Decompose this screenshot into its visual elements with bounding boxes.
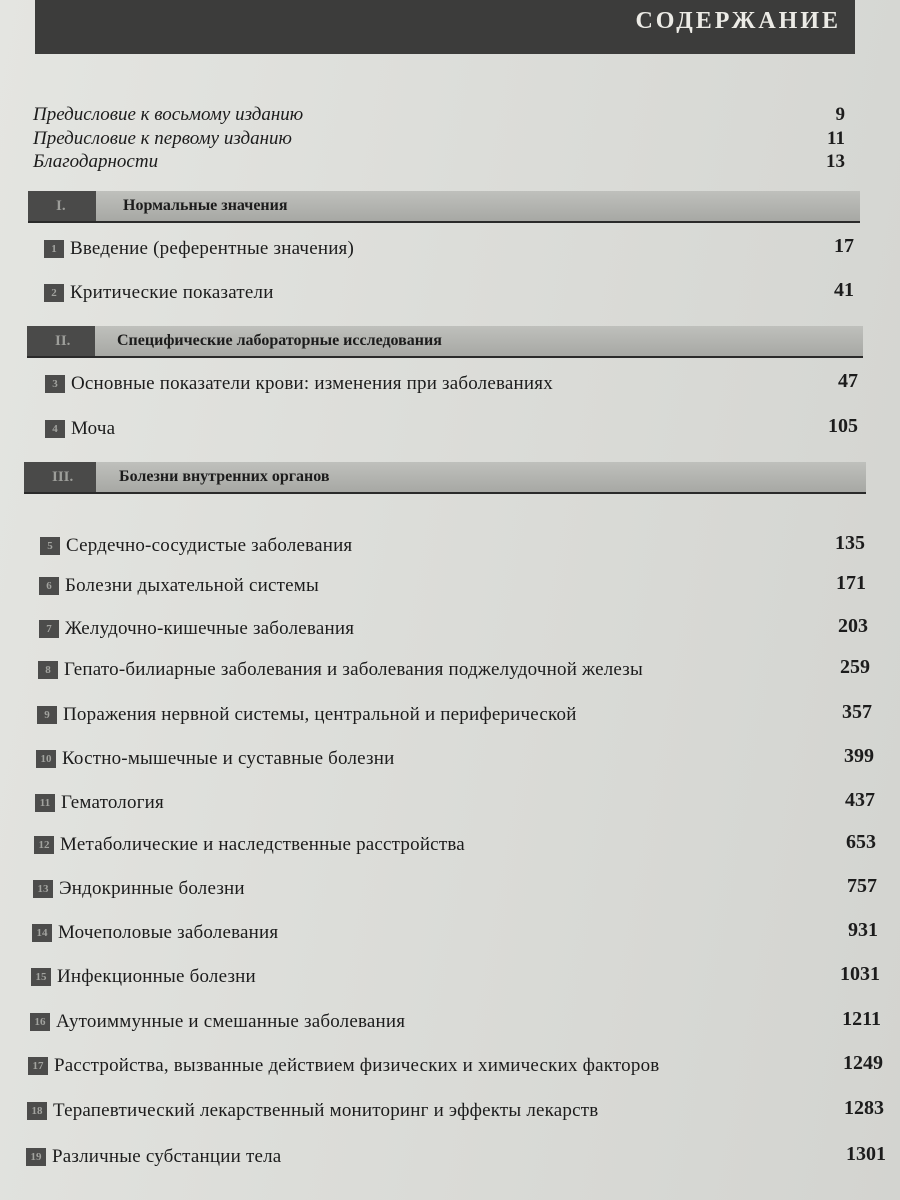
chapter-number-box: 7: [39, 620, 59, 638]
section-numeral: II.: [27, 326, 95, 356]
page-number: 11: [827, 128, 845, 149]
chapter-number-box: 6: [39, 577, 59, 595]
preface-item[interactable]: [33, 104, 853, 126]
preface-item[interactable]: [33, 128, 853, 150]
chapter-entry[interactable]: [39, 572, 866, 599]
chapter-number-box: 14: [32, 924, 52, 942]
page-number: 171: [836, 572, 866, 594]
page-number: 47: [838, 370, 858, 392]
chapter-number-box: 5: [40, 537, 60, 555]
chapter-entry[interactable]: [35, 789, 875, 816]
section-header: [28, 191, 860, 223]
chapter-number-box: 10: [36, 750, 56, 768]
chapter-number-box: 17: [28, 1057, 48, 1075]
chapter-entry[interactable]: [44, 235, 854, 262]
chapter-number-box: 11: [35, 794, 55, 812]
chapter-number-box: 3: [45, 375, 65, 393]
chapter-title: Костно-мышечные и суставные болезни: [62, 748, 395, 769]
chapter-entry[interactable]: [32, 919, 878, 946]
chapter-number-box: 13: [33, 880, 53, 898]
section-title: Нормальные значения: [123, 197, 288, 214]
chapter-entry[interactable]: [34, 831, 876, 858]
chapter-title: Болезни дыхательной системы: [65, 575, 319, 596]
section-title: Специфические лабораторные исследования: [117, 332, 442, 349]
section-header: [24, 462, 866, 494]
chapter-title: Терапевтический лекарственный мониторинг и эффекты лекарств: [53, 1100, 599, 1121]
chapter-title: Эндокринные болезни: [59, 878, 245, 899]
chapter-title: Различные субстанции тела: [52, 1146, 282, 1167]
page-number: 41: [834, 279, 854, 301]
chapter-entry[interactable]: [45, 370, 858, 397]
preface-item[interactable]: [33, 151, 853, 173]
section-header: [27, 326, 863, 358]
chapter-entry[interactable]: [31, 963, 880, 990]
chapter-title: Поражения нервной системы, центральной и периферической: [63, 704, 577, 725]
page-number: 931: [848, 919, 878, 941]
page-number: 135: [835, 532, 865, 554]
chapter-entry[interactable]: [45, 415, 858, 442]
chapter-entry[interactable]: [44, 279, 854, 306]
chapter-entry[interactable]: [27, 1097, 884, 1124]
chapter-number-box: 2: [44, 284, 64, 302]
chapter-title: Сердечно-сосудистые заболевания: [66, 535, 353, 556]
chapter-number-box: 4: [45, 420, 65, 438]
chapter-number-box: 8: [38, 661, 58, 679]
page-number: 1211: [842, 1008, 881, 1030]
page-number: 1031: [840, 963, 880, 985]
page-number: 13: [826, 151, 845, 172]
page-number: 259: [840, 656, 870, 678]
section-numeral: I.: [28, 191, 96, 221]
page-number: 1283: [844, 1097, 884, 1119]
preface-title: Предисловие к восьмому изданию: [33, 104, 304, 125]
chapter-title: Критические показатели: [70, 282, 274, 303]
preface-title: Предисловие к первому изданию: [33, 128, 292, 149]
chapter-entry[interactable]: [37, 701, 872, 728]
chapter-title: Гепато-билиарные заболевания и заболевания поджелудочной железы: [64, 659, 643, 680]
chapter-number-box: 15: [31, 968, 51, 986]
chapter-entry[interactable]: [28, 1052, 883, 1079]
page-number: 1249: [843, 1052, 883, 1074]
contents-header-bar: [35, 0, 855, 54]
chapter-number-box: 19: [26, 1148, 46, 1166]
chapter-number-box: 12: [34, 836, 54, 854]
page-number: 757: [847, 875, 877, 897]
page-number: 9: [835, 104, 845, 125]
chapter-entry[interactable]: [26, 1143, 886, 1170]
page-number: 105: [828, 415, 858, 437]
chapter-number-box: 9: [37, 706, 57, 724]
page-title: СОДЕРЖАНИЕ: [635, 8, 841, 34]
chapter-title: Моча: [71, 418, 116, 439]
chapter-entry[interactable]: [33, 875, 877, 902]
page-number: 357: [842, 701, 872, 723]
chapter-title: Расстройства, вызванные действием физических и химических факторов: [54, 1055, 660, 1076]
chapter-title: Мочеполовые заболевания: [58, 922, 279, 943]
chapter-number-box: 16: [30, 1013, 50, 1031]
chapter-title: Метаболические и наследственные расстройства: [60, 834, 465, 855]
chapter-title: Основные показатели крови: изменения при заболеваниях: [71, 373, 553, 394]
chapter-title: Введение (референтные значения): [70, 238, 355, 259]
chapter-entry[interactable]: [39, 615, 868, 642]
page-number: 437: [845, 789, 875, 811]
page-number: 399: [844, 745, 874, 767]
page-number: 653: [846, 831, 876, 853]
page-number: 17: [834, 235, 854, 257]
preface-title: Благодарности: [33, 151, 159, 172]
section-numeral: III.: [24, 462, 96, 492]
chapter-number-box: 1: [44, 240, 64, 258]
chapter-entry[interactable]: [36, 745, 874, 772]
chapter-title: Гематология: [61, 792, 164, 813]
chapter-title: Аутоиммунные и смешанные заболевания: [56, 1011, 406, 1032]
section-title: Болезни внутренних органов: [119, 468, 330, 485]
chapter-entry[interactable]: [40, 532, 865, 559]
chapter-entry[interactable]: [38, 656, 870, 683]
page-number: 1301: [846, 1143, 886, 1165]
page-number: 203: [838, 615, 868, 637]
chapter-number-box: 18: [27, 1102, 47, 1120]
chapter-entry[interactable]: [30, 1008, 881, 1035]
chapter-title: Желудочно-кишечные заболевания: [65, 618, 355, 639]
chapter-title: Инфекционные болезни: [57, 966, 256, 987]
